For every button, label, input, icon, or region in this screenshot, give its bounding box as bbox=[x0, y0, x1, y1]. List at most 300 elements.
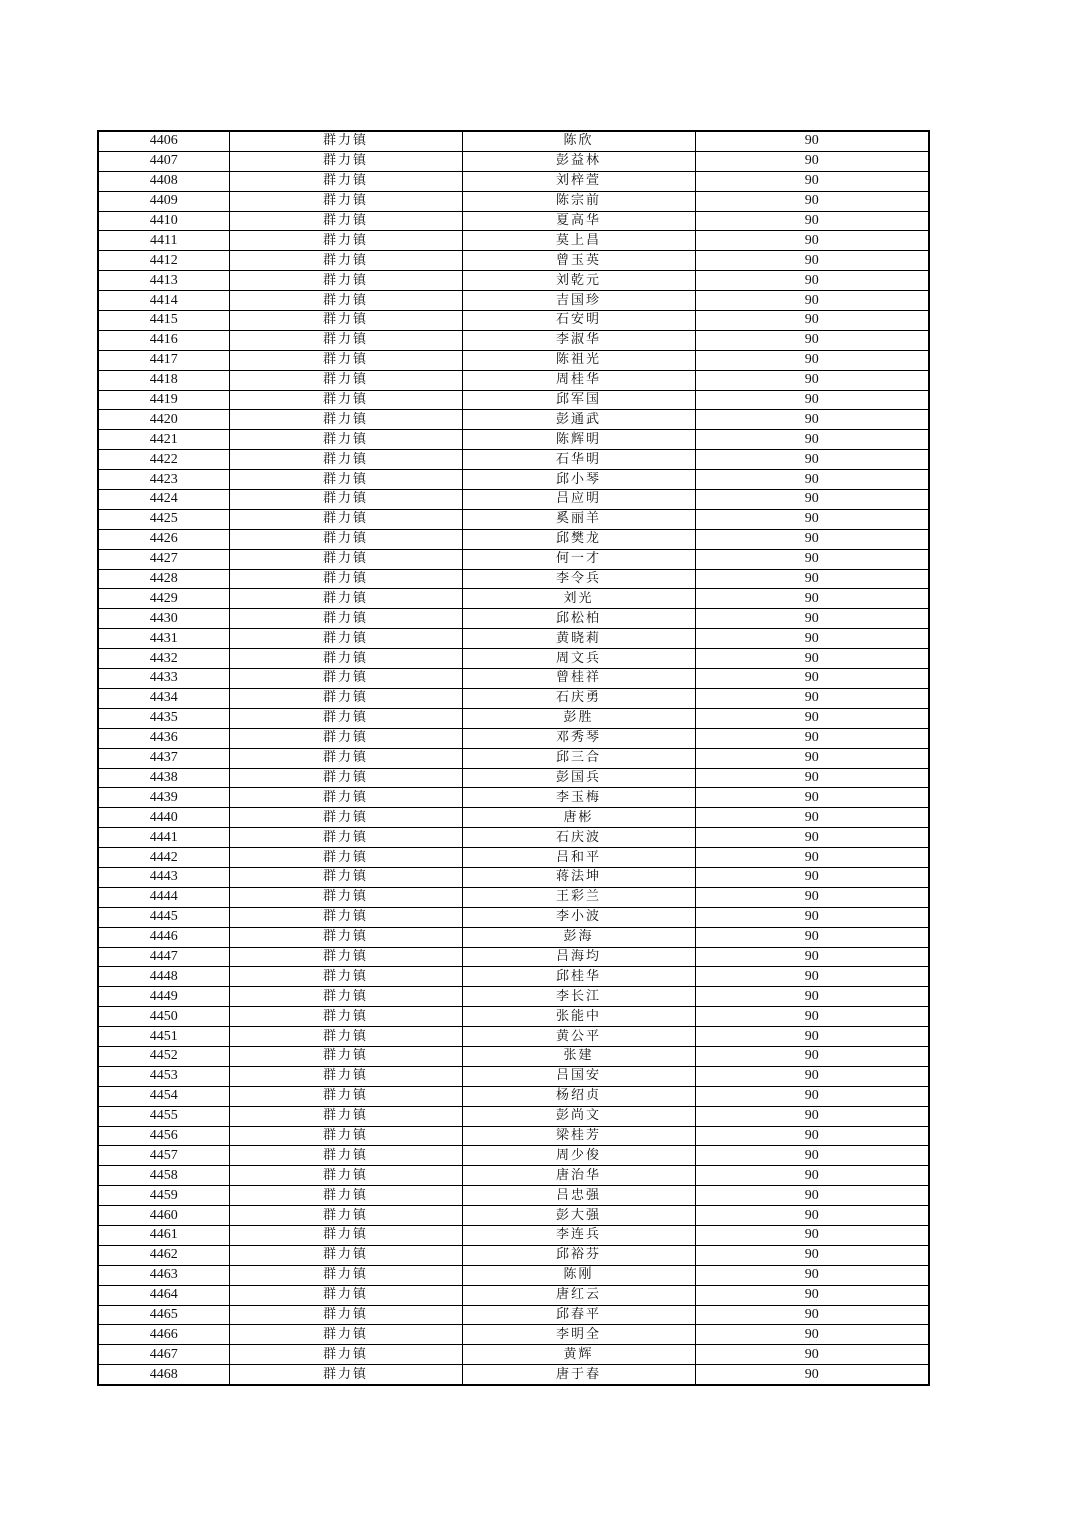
person-name-cell: 黄晓莉 bbox=[462, 629, 695, 649]
person-name-cell: 石庆勇 bbox=[462, 688, 695, 708]
table-row bbox=[98, 1146, 929, 1166]
table-row bbox=[98, 569, 929, 589]
person-name-cell: 何一才 bbox=[462, 549, 695, 569]
person-name-cell: 李淑华 bbox=[462, 330, 695, 350]
table-row bbox=[98, 1225, 929, 1245]
person-name-cell: 李明全 bbox=[462, 1325, 695, 1345]
serial-number-cell: 4424 bbox=[98, 490, 229, 510]
table-row bbox=[98, 1166, 929, 1186]
person-name-cell: 刘乾元 bbox=[462, 271, 695, 291]
amount-cell: 90 bbox=[695, 1325, 929, 1345]
town-cell: 群力镇 bbox=[229, 390, 462, 410]
serial-number-cell: 4452 bbox=[98, 1046, 229, 1066]
serial-number-cell: 4417 bbox=[98, 350, 229, 370]
serial-number-cell: 4430 bbox=[98, 609, 229, 629]
person-name-cell: 张建 bbox=[462, 1046, 695, 1066]
amount-cell: 90 bbox=[695, 1166, 929, 1186]
table-row bbox=[98, 629, 929, 649]
town-cell: 群力镇 bbox=[229, 291, 462, 311]
town-cell: 群力镇 bbox=[229, 927, 462, 947]
town-cell: 群力镇 bbox=[229, 1365, 462, 1385]
amount-cell: 90 bbox=[695, 271, 929, 291]
town-cell: 群力镇 bbox=[229, 1066, 462, 1086]
amount-cell: 90 bbox=[695, 1245, 929, 1265]
amount-cell: 90 bbox=[695, 390, 929, 410]
person-name-cell: 周桂华 bbox=[462, 370, 695, 390]
amount-cell: 90 bbox=[695, 967, 929, 987]
serial-number-cell: 4461 bbox=[98, 1225, 229, 1245]
amount-cell: 90 bbox=[695, 1007, 929, 1027]
town-cell: 群力镇 bbox=[229, 867, 462, 887]
person-name-cell: 石庆波 bbox=[462, 828, 695, 848]
person-name-cell: 周少俊 bbox=[462, 1146, 695, 1166]
town-cell: 群力镇 bbox=[229, 569, 462, 589]
serial-number-cell: 4412 bbox=[98, 251, 229, 271]
person-name-cell: 彭益林 bbox=[462, 151, 695, 171]
town-cell: 群力镇 bbox=[229, 330, 462, 350]
serial-number-cell: 4413 bbox=[98, 271, 229, 291]
serial-number-cell: 4460 bbox=[98, 1206, 229, 1226]
serial-number-cell: 4431 bbox=[98, 629, 229, 649]
table-row bbox=[98, 291, 929, 311]
person-name-cell: 彭尚文 bbox=[462, 1106, 695, 1126]
town-cell: 群力镇 bbox=[229, 1126, 462, 1146]
person-name-cell: 邱樊龙 bbox=[462, 529, 695, 549]
table-row bbox=[98, 1345, 929, 1365]
serial-number-cell: 4462 bbox=[98, 1245, 229, 1265]
table-row bbox=[98, 828, 929, 848]
serial-number-cell: 4456 bbox=[98, 1126, 229, 1146]
table-row bbox=[98, 887, 929, 907]
serial-number-cell: 4445 bbox=[98, 907, 229, 927]
amount-cell: 90 bbox=[695, 509, 929, 529]
town-cell: 群力镇 bbox=[229, 708, 462, 728]
serial-number-cell: 4419 bbox=[98, 390, 229, 410]
person-name-cell: 陈欣 bbox=[462, 131, 695, 151]
town-cell: 群力镇 bbox=[229, 251, 462, 271]
table-row bbox=[98, 1046, 929, 1066]
table-row bbox=[98, 390, 929, 410]
table-row bbox=[98, 1325, 929, 1345]
serial-number-cell: 4467 bbox=[98, 1345, 229, 1365]
person-name-cell: 邓秀琴 bbox=[462, 728, 695, 748]
amount-cell: 90 bbox=[695, 887, 929, 907]
person-name-cell: 李令兵 bbox=[462, 569, 695, 589]
amount-cell: 90 bbox=[695, 828, 929, 848]
amount-cell: 90 bbox=[695, 191, 929, 211]
serial-number-cell: 4420 bbox=[98, 410, 229, 430]
town-cell: 群力镇 bbox=[229, 1106, 462, 1126]
town-cell: 群力镇 bbox=[229, 450, 462, 470]
serial-number-cell: 4439 bbox=[98, 788, 229, 808]
amount-cell: 90 bbox=[695, 330, 929, 350]
person-name-cell: 李连兵 bbox=[462, 1225, 695, 1245]
table-row bbox=[98, 1245, 929, 1265]
serial-number-cell: 4446 bbox=[98, 927, 229, 947]
amount-cell: 90 bbox=[695, 370, 929, 390]
town-cell: 群力镇 bbox=[229, 1027, 462, 1047]
amount-cell: 90 bbox=[695, 131, 929, 151]
serial-number-cell: 4453 bbox=[98, 1066, 229, 1086]
amount-cell: 90 bbox=[695, 291, 929, 311]
serial-number-cell: 4436 bbox=[98, 728, 229, 748]
town-cell: 群力镇 bbox=[229, 370, 462, 390]
amount-cell: 90 bbox=[695, 808, 929, 828]
table-row bbox=[98, 848, 929, 868]
table-row bbox=[98, 470, 929, 490]
person-name-cell: 陈刚 bbox=[462, 1265, 695, 1285]
table-row bbox=[98, 1126, 929, 1146]
table-row bbox=[98, 509, 929, 529]
table-row bbox=[98, 1086, 929, 1106]
town-cell: 群力镇 bbox=[229, 271, 462, 291]
table-row bbox=[98, 490, 929, 510]
serial-number-cell: 4463 bbox=[98, 1265, 229, 1285]
table-row bbox=[98, 151, 929, 171]
person-name-cell: 李长江 bbox=[462, 987, 695, 1007]
person-name-cell: 吕应明 bbox=[462, 490, 695, 510]
town-cell: 群力镇 bbox=[229, 350, 462, 370]
serial-number-cell: 4468 bbox=[98, 1365, 229, 1385]
table-row bbox=[98, 231, 929, 251]
serial-number-cell: 4418 bbox=[98, 370, 229, 390]
person-name-cell: 吕忠强 bbox=[462, 1186, 695, 1206]
serial-number-cell: 4428 bbox=[98, 569, 229, 589]
amount-cell: 90 bbox=[695, 589, 929, 609]
table-row bbox=[98, 669, 929, 689]
town-cell: 群力镇 bbox=[229, 1305, 462, 1325]
amount-cell: 90 bbox=[695, 450, 929, 470]
table-row bbox=[98, 589, 929, 609]
town-cell: 群力镇 bbox=[229, 1245, 462, 1265]
serial-number-cell: 4416 bbox=[98, 330, 229, 350]
town-cell: 群力镇 bbox=[229, 131, 462, 151]
table-row bbox=[98, 1305, 929, 1325]
person-name-cell: 奚丽羊 bbox=[462, 509, 695, 529]
table-row bbox=[98, 1027, 929, 1047]
person-name-cell: 王彩兰 bbox=[462, 887, 695, 907]
serial-number-cell: 4409 bbox=[98, 191, 229, 211]
town-cell: 群力镇 bbox=[229, 748, 462, 768]
serial-number-cell: 4435 bbox=[98, 708, 229, 728]
amount-cell: 90 bbox=[695, 1305, 929, 1325]
town-cell: 群力镇 bbox=[229, 490, 462, 510]
town-cell: 群力镇 bbox=[229, 509, 462, 529]
town-cell: 群力镇 bbox=[229, 788, 462, 808]
amount-cell: 90 bbox=[695, 490, 929, 510]
table-row bbox=[98, 688, 929, 708]
table-row bbox=[98, 549, 929, 569]
amount-cell: 90 bbox=[695, 788, 929, 808]
town-cell: 群力镇 bbox=[229, 808, 462, 828]
table-row bbox=[98, 1186, 929, 1206]
person-name-cell: 邱春平 bbox=[462, 1305, 695, 1325]
person-name-cell: 彭海 bbox=[462, 927, 695, 947]
town-cell: 群力镇 bbox=[229, 1186, 462, 1206]
person-name-cell: 邱三合 bbox=[462, 748, 695, 768]
town-cell: 群力镇 bbox=[229, 649, 462, 669]
person-name-cell: 黄辉 bbox=[462, 1345, 695, 1365]
table-row bbox=[98, 1106, 929, 1126]
table-row bbox=[98, 967, 929, 987]
person-name-cell: 邱裕芬 bbox=[462, 1245, 695, 1265]
amount-cell: 90 bbox=[695, 350, 929, 370]
table-row bbox=[98, 708, 929, 728]
table-row bbox=[98, 370, 929, 390]
person-name-cell: 唐于春 bbox=[462, 1365, 695, 1385]
amount-cell: 90 bbox=[695, 1046, 929, 1066]
serial-number-cell: 4454 bbox=[98, 1086, 229, 1106]
person-name-cell: 唐红云 bbox=[462, 1285, 695, 1305]
amount-cell: 90 bbox=[695, 907, 929, 927]
serial-number-cell: 4411 bbox=[98, 231, 229, 251]
amount-cell: 90 bbox=[695, 848, 929, 868]
person-name-cell: 曾玉英 bbox=[462, 251, 695, 271]
person-name-cell: 陈宗前 bbox=[462, 191, 695, 211]
amount-cell: 90 bbox=[695, 669, 929, 689]
table-row bbox=[98, 430, 929, 450]
table-row bbox=[98, 1285, 929, 1305]
town-cell: 群力镇 bbox=[229, 848, 462, 868]
person-name-cell: 杨绍贞 bbox=[462, 1086, 695, 1106]
serial-number-cell: 4444 bbox=[98, 887, 229, 907]
person-name-cell: 李小波 bbox=[462, 907, 695, 927]
serial-number-cell: 4422 bbox=[98, 450, 229, 470]
person-name-cell: 吕海均 bbox=[462, 947, 695, 967]
serial-number-cell: 4437 bbox=[98, 748, 229, 768]
town-cell: 群力镇 bbox=[229, 967, 462, 987]
town-cell: 群力镇 bbox=[229, 410, 462, 430]
table-row bbox=[98, 529, 929, 549]
amount-cell: 90 bbox=[695, 987, 929, 1007]
amount-cell: 90 bbox=[695, 688, 929, 708]
amount-cell: 90 bbox=[695, 311, 929, 331]
data-table bbox=[97, 130, 930, 1386]
serial-number-cell: 4408 bbox=[98, 171, 229, 191]
amount-cell: 90 bbox=[695, 1086, 929, 1106]
serial-number-cell: 4464 bbox=[98, 1285, 229, 1305]
person-name-cell: 陈祖光 bbox=[462, 350, 695, 370]
table-row bbox=[98, 1007, 929, 1027]
person-name-cell: 彭通武 bbox=[462, 410, 695, 430]
amount-cell: 90 bbox=[695, 1146, 929, 1166]
table-row bbox=[98, 1066, 929, 1086]
amount-cell: 90 bbox=[695, 211, 929, 231]
table-row bbox=[98, 927, 929, 947]
serial-number-cell: 4450 bbox=[98, 1007, 229, 1027]
amount-cell: 90 bbox=[695, 151, 929, 171]
town-cell: 群力镇 bbox=[229, 589, 462, 609]
town-cell: 群力镇 bbox=[229, 947, 462, 967]
person-name-cell: 莫上昌 bbox=[462, 231, 695, 251]
town-cell: 群力镇 bbox=[229, 1007, 462, 1027]
town-cell: 群力镇 bbox=[229, 1206, 462, 1226]
person-name-cell: 黄公平 bbox=[462, 1027, 695, 1047]
town-cell: 群力镇 bbox=[229, 887, 462, 907]
town-cell: 群力镇 bbox=[229, 1285, 462, 1305]
serial-number-cell: 4415 bbox=[98, 311, 229, 331]
person-name-cell: 石华明 bbox=[462, 450, 695, 470]
person-name-cell: 夏高华 bbox=[462, 211, 695, 231]
table-row bbox=[98, 788, 929, 808]
person-name-cell: 唐治华 bbox=[462, 1166, 695, 1186]
serial-number-cell: 4459 bbox=[98, 1186, 229, 1206]
town-cell: 群力镇 bbox=[229, 907, 462, 927]
amount-cell: 90 bbox=[695, 927, 929, 947]
person-name-cell: 邱军国 bbox=[462, 390, 695, 410]
town-cell: 群力镇 bbox=[229, 1046, 462, 1066]
serial-number-cell: 4434 bbox=[98, 688, 229, 708]
person-name-cell: 曾桂祥 bbox=[462, 669, 695, 689]
town-cell: 群力镇 bbox=[229, 1146, 462, 1166]
amount-cell: 90 bbox=[695, 708, 929, 728]
person-name-cell: 陈辉明 bbox=[462, 430, 695, 450]
town-cell: 群力镇 bbox=[229, 151, 462, 171]
town-cell: 群力镇 bbox=[229, 191, 462, 211]
table-row bbox=[98, 410, 929, 430]
table-row bbox=[98, 987, 929, 1007]
serial-number-cell: 4442 bbox=[98, 848, 229, 868]
table-row bbox=[98, 728, 929, 748]
town-cell: 群力镇 bbox=[229, 768, 462, 788]
amount-cell: 90 bbox=[695, 728, 929, 748]
table-row bbox=[98, 171, 929, 191]
town-cell: 群力镇 bbox=[229, 211, 462, 231]
amount-cell: 90 bbox=[695, 1027, 929, 1047]
person-name-cell: 邱松柏 bbox=[462, 609, 695, 629]
town-cell: 群力镇 bbox=[229, 728, 462, 748]
table-row bbox=[98, 1365, 929, 1385]
amount-cell: 90 bbox=[695, 609, 929, 629]
amount-cell: 90 bbox=[695, 1126, 929, 1146]
amount-cell: 90 bbox=[695, 1365, 929, 1385]
person-name-cell: 张能中 bbox=[462, 1007, 695, 1027]
amount-cell: 90 bbox=[695, 549, 929, 569]
serial-number-cell: 4449 bbox=[98, 987, 229, 1007]
town-cell: 群力镇 bbox=[229, 1325, 462, 1345]
table-row bbox=[98, 311, 929, 331]
table-row bbox=[98, 1265, 929, 1285]
amount-cell: 90 bbox=[695, 1345, 929, 1365]
person-name-cell: 彭大强 bbox=[462, 1206, 695, 1226]
serial-number-cell: 4426 bbox=[98, 529, 229, 549]
table-row bbox=[98, 330, 929, 350]
amount-cell: 90 bbox=[695, 947, 929, 967]
table-row bbox=[98, 251, 929, 271]
amount-cell: 90 bbox=[695, 410, 929, 430]
town-cell: 群力镇 bbox=[229, 1086, 462, 1106]
person-name-cell: 李玉梅 bbox=[462, 788, 695, 808]
table-row bbox=[98, 768, 929, 788]
amount-cell: 90 bbox=[695, 1066, 929, 1086]
amount-cell: 90 bbox=[695, 748, 929, 768]
town-cell: 群力镇 bbox=[229, 1265, 462, 1285]
amount-cell: 90 bbox=[695, 629, 929, 649]
serial-number-cell: 4427 bbox=[98, 549, 229, 569]
table-row bbox=[98, 450, 929, 470]
serial-number-cell: 4443 bbox=[98, 867, 229, 887]
table-row bbox=[98, 131, 929, 151]
amount-cell: 90 bbox=[695, 1285, 929, 1305]
serial-number-cell: 4451 bbox=[98, 1027, 229, 1047]
person-name-cell: 周文兵 bbox=[462, 649, 695, 669]
person-name-cell: 吕和平 bbox=[462, 848, 695, 868]
amount-cell: 90 bbox=[695, 1106, 929, 1126]
serial-number-cell: 4410 bbox=[98, 211, 229, 231]
town-cell: 群力镇 bbox=[229, 629, 462, 649]
table-row bbox=[98, 649, 929, 669]
serial-number-cell: 4406 bbox=[98, 131, 229, 151]
amount-cell: 90 bbox=[695, 649, 929, 669]
person-name-cell: 刘梓萱 bbox=[462, 171, 695, 191]
serial-number-cell: 4421 bbox=[98, 430, 229, 450]
town-cell: 群力镇 bbox=[229, 311, 462, 331]
person-name-cell: 唐彬 bbox=[462, 808, 695, 828]
serial-number-cell: 4423 bbox=[98, 470, 229, 490]
town-cell: 群力镇 bbox=[229, 1225, 462, 1245]
town-cell: 群力镇 bbox=[229, 669, 462, 689]
serial-number-cell: 4447 bbox=[98, 947, 229, 967]
amount-cell: 90 bbox=[695, 171, 929, 191]
table-row bbox=[98, 350, 929, 370]
table-row bbox=[98, 609, 929, 629]
table-row bbox=[98, 1206, 929, 1226]
serial-number-cell: 4425 bbox=[98, 509, 229, 529]
serial-number-cell: 4440 bbox=[98, 808, 229, 828]
serial-number-cell: 4429 bbox=[98, 589, 229, 609]
serial-number-cell: 4433 bbox=[98, 669, 229, 689]
table-row bbox=[98, 808, 929, 828]
amount-cell: 90 bbox=[695, 569, 929, 589]
person-name-cell: 邱小琴 bbox=[462, 470, 695, 490]
table-row bbox=[98, 748, 929, 768]
town-cell: 群力镇 bbox=[229, 171, 462, 191]
serial-number-cell: 4466 bbox=[98, 1325, 229, 1345]
person-name-cell: 邱桂华 bbox=[462, 967, 695, 987]
serial-number-cell: 4458 bbox=[98, 1166, 229, 1186]
person-name-cell: 吕国安 bbox=[462, 1066, 695, 1086]
town-cell: 群力镇 bbox=[229, 549, 462, 569]
town-cell: 群力镇 bbox=[229, 1166, 462, 1186]
table-row bbox=[98, 191, 929, 211]
amount-cell: 90 bbox=[695, 1225, 929, 1245]
serial-number-cell: 4448 bbox=[98, 967, 229, 987]
amount-cell: 90 bbox=[695, 867, 929, 887]
town-cell: 群力镇 bbox=[229, 430, 462, 450]
town-cell: 群力镇 bbox=[229, 529, 462, 549]
serial-number-cell: 4457 bbox=[98, 1146, 229, 1166]
amount-cell: 90 bbox=[695, 251, 929, 271]
serial-number-cell: 4414 bbox=[98, 291, 229, 311]
table-row bbox=[98, 271, 929, 291]
town-cell: 群力镇 bbox=[229, 828, 462, 848]
town-cell: 群力镇 bbox=[229, 688, 462, 708]
town-cell: 群力镇 bbox=[229, 987, 462, 1007]
town-cell: 群力镇 bbox=[229, 470, 462, 490]
town-cell: 群力镇 bbox=[229, 609, 462, 629]
serial-number-cell: 4465 bbox=[98, 1305, 229, 1325]
serial-number-cell: 4455 bbox=[98, 1106, 229, 1126]
serial-number-cell: 4441 bbox=[98, 828, 229, 848]
table-row bbox=[98, 907, 929, 927]
serial-number-cell: 4432 bbox=[98, 649, 229, 669]
person-name-cell: 刘光 bbox=[462, 589, 695, 609]
table-row bbox=[98, 211, 929, 231]
table-body bbox=[98, 131, 929, 1385]
town-cell: 群力镇 bbox=[229, 231, 462, 251]
person-name-cell: 蒋法坤 bbox=[462, 867, 695, 887]
serial-number-cell: 4407 bbox=[98, 151, 229, 171]
